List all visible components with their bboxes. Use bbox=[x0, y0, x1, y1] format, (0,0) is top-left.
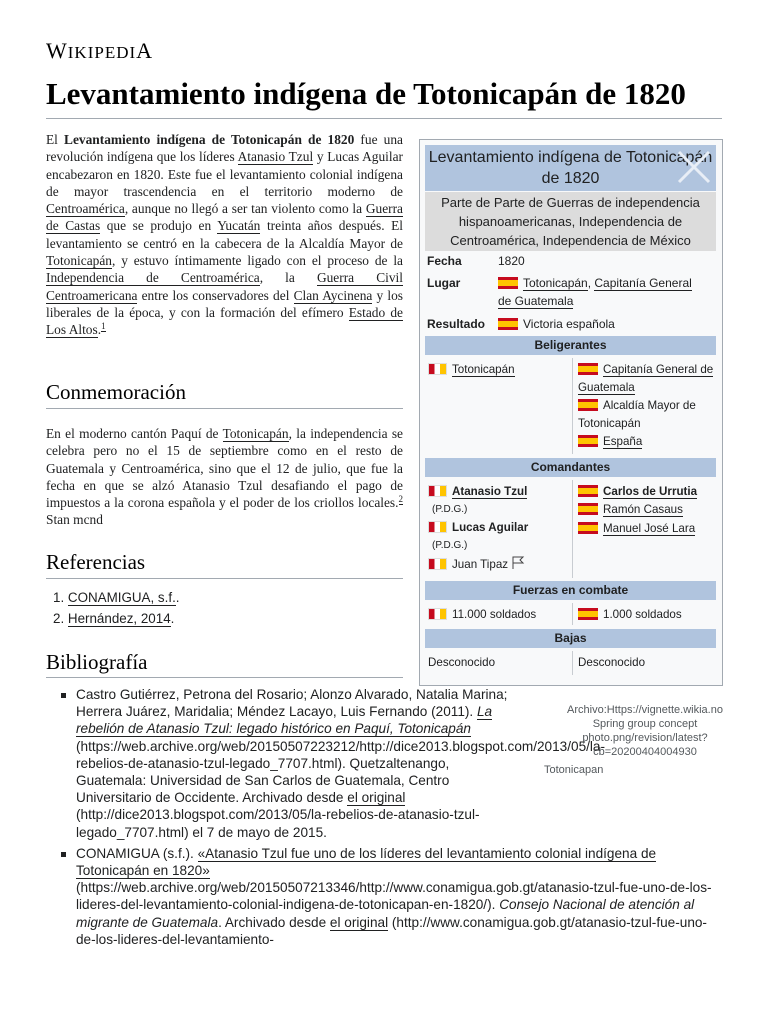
section-beligerantes: Beligerantes bbox=[425, 336, 716, 355]
beligerante-left bbox=[428, 361, 515, 379]
totonicapan-flag-icon bbox=[428, 608, 447, 620]
heading-bibliografia: Bibliografía bbox=[46, 650, 148, 674]
comandante-left-2: Lucas Aguilar bbox=[428, 519, 528, 537]
fuerzas-right: 1.000 soldados bbox=[578, 606, 682, 624]
spain-flag-icon bbox=[578, 435, 598, 447]
resultado-value: Victoria española bbox=[498, 315, 615, 333]
crossed-swords-icon bbox=[675, 148, 713, 186]
bib-original-link[interactable]: el original bbox=[329, 914, 389, 930]
infobox bbox=[419, 139, 723, 686]
bib-title-link[interactable]: «Atanasio Tzul fue uno de los líderes del levantamiento colonial indígena de Totonicapán en 1820» bbox=[76, 845, 657, 879]
totonicapan-flag-icon bbox=[428, 558, 447, 570]
bajas-left: Desconocido bbox=[428, 656, 496, 669]
link-independencia-centroamerica[interactable]: Independencia de Centroamérica bbox=[46, 270, 260, 286]
reference-link[interactable]: CONAMIGUA, s.f. bbox=[67, 590, 176, 605]
link-estado-de-los-altos[interactable]: Estado de Los Altos bbox=[46, 304, 403, 338]
spain-flag-icon bbox=[498, 318, 518, 330]
bibliography-item: Castro Gutiérrez, Petrona del Rosario; Alonzo Alvarado, Natalia Marina; Herrera Juárez, Maridalia; Méndez Lacayo, Luis Fernando (2011). La rebelión de Atanasio Tzul: legado histórico en Paquí, Totonicapán (https://web.archive.org/web/20150507223212/http://dice2013.blogspot.com/2013/05/la-rebelios-de-atanasio-tzul-legado_7707.html). Quetzaltenango, Guatemala: Universidad de San Carlos de Guatemala, Centro Universitario de Occidente. Archivado desde el original (http://dice2013.blogspot.com/2013/05/la-rebelios-de-atanasio-tzul-legado_7707.html) el 7 de mayo de 2015. bbox=[58, 686, 516, 841]
section-divider bbox=[46, 677, 403, 678]
references-list bbox=[46, 588, 410, 629]
link-totonicapan[interactable]: Totonicapán bbox=[46, 253, 112, 269]
fuerzas-left: 11.000 soldados bbox=[428, 606, 536, 624]
page-title: Levantamiento indígena de Totonicapán de 1820 bbox=[46, 76, 686, 111]
link-manuel-jose-lara[interactable]: Manuel José Lara bbox=[603, 522, 696, 535]
image-label: Totonicapan bbox=[544, 764, 604, 776]
totonicapan-flag-icon bbox=[428, 485, 447, 497]
section-fuerzas: Fuerzas en combate bbox=[425, 581, 716, 600]
link-totonicapan-infobox[interactable]: Totonicapán bbox=[523, 276, 588, 290]
reference-item: 1. CONAMIGUA, s.f.. bbox=[53, 590, 180, 605]
fecha-label: Fecha bbox=[427, 254, 462, 268]
lead-paragraph: El Levantamiento indígena de Totonicapán de 1820 fue una revolución indígena que los líderes Atanasio Tzul y Lucas Aguilar encabezaron en 1820. Este fue el levantamiento colonial indígena de mayor trascendencia en el territorio moderno de Centroamérica, aunque no llegó a ser tan violento como la Guerra de Castas que se produjo en Yucatán treinta años después. El levantamiento se centró en la cabecera de la Alcaldía Mayor de Totonicapán, y estuvo íntimamente ligado con el proceso de la Independencia de Centroamérica, la Guerra Civil Centroamericana entre los conservadores del Clan Aycinena y los liberales de la época, y con la formación del efímero Estado de Los Altos.$^1$ bbox=[46, 132, 404, 338]
spain-flag-icon bbox=[578, 503, 598, 515]
totonicapan-flag-icon bbox=[428, 521, 447, 533]
totonicapan-flag-icon bbox=[428, 363, 447, 375]
resultado-label: Resultado bbox=[427, 317, 486, 331]
link-guerra-civil-centroamericana[interactable]: Guerra Civil Centroamericana bbox=[46, 270, 403, 303]
link-capitania[interactable]: Capitanía General de Guatemala bbox=[578, 363, 714, 394]
section-divider bbox=[46, 578, 403, 579]
link-atanasio-tzul[interactable]: Atanasio Tzul bbox=[237, 149, 314, 165]
infobox-subtitle: Parte de Parte de Guerras de independencia hispanoamericanas, Independencia de Centroamérica, Independencia de México bbox=[425, 192, 716, 251]
link-capitania-general[interactable]: Capitanía General de Guatemala bbox=[498, 276, 692, 308]
wikipedia-wordmark[interactable]: WIKIPEDIA bbox=[46, 38, 154, 63]
column-divider bbox=[572, 480, 573, 578]
title-divider bbox=[46, 118, 722, 119]
spain-flag-icon bbox=[578, 399, 598, 411]
lugar-label: Lugar bbox=[427, 276, 461, 290]
comandante-note: (P.D.G.) bbox=[432, 504, 468, 515]
heading-conmemoracion: Conmemoración bbox=[46, 380, 186, 404]
beligerante-right-2: Alcaldía Mayor de Totonicapán bbox=[578, 399, 696, 430]
section-bajas: Bajas bbox=[425, 629, 716, 648]
bib-title-link[interactable]: La rebelión de Atanasio Tzul: legado histórico en Paquí, Totonicapán bbox=[76, 704, 493, 737]
link-espana[interactable]: España bbox=[603, 435, 643, 448]
comandante-right-2 bbox=[578, 501, 683, 519]
comandante-note: (P.D.G.) bbox=[432, 540, 468, 551]
reference-link[interactable]: Hernández, 2014 bbox=[67, 610, 171, 626]
spain-flag-icon bbox=[578, 608, 598, 620]
conmemoracion-paragraph: En el moderno cantón Paquí de Totonicapán, la independencia se celebra pero no el 15 de septiembre como en el resto de Guatemala y Centroamérica, sino que el 12 de julio, que fue la fecha en que se alzó Atanasio Tzul desafiando el pago de impuestos a la corona española y el poder de los criollos locales.$^2$ Stan mcnd bbox=[46, 426, 403, 528]
link-carlos-urrutia[interactable]: Carlos de Urrutia bbox=[603, 485, 698, 498]
bibliography-item: CONAMIGUA (s.f.). «Atanasio Tzul fue uno de los líderes del levantamiento colonial indígena de Totonicapán en 1820» (https://web.archive.org/web/20150507213346/http://www.conamigua.gob.gt/atanasio-tzul-fue-uno-de-los-lideres-del-levantamiento-colonial-indigena-de-totonicapan-en-1820/). Consejo Nacional de atención al migrante de Guatemala. Archivado desde el original (http://www.conamigua.gob.gt/atanasio-tzul-fue-uno-de-los-lideres-del-levantamiento- bbox=[58, 845, 722, 948]
comandante-right-3 bbox=[578, 520, 695, 538]
heading-referencias: Referencias bbox=[46, 550, 146, 574]
link-ramon-casaus[interactable]: Ramón Casaus bbox=[603, 503, 683, 516]
link-atanasio[interactable]: Atanasio Tzul bbox=[452, 485, 528, 498]
column-divider bbox=[572, 603, 573, 625]
spain-flag-icon bbox=[578, 363, 598, 375]
comandante-right-1 bbox=[578, 483, 697, 501]
comandante-left-3: Juan Tipaz bbox=[428, 556, 525, 574]
image-caption[interactable]: Archivo:Https://vignette.wikia.no Spring group concept photo.png/revision/latest? cb=20200404004930 bbox=[567, 704, 723, 758]
column-divider bbox=[572, 358, 573, 454]
link-yucatan[interactable]: Yucatán bbox=[217, 218, 261, 234]
spain-flag-icon bbox=[578, 522, 598, 534]
beligerante-right-1 bbox=[578, 361, 716, 397]
reference-item: 2. Hernández, 2014. bbox=[53, 610, 175, 626]
beligerante-right-3 bbox=[578, 433, 642, 451]
footnote-1[interactable]: 1 bbox=[101, 320, 106, 331]
column-divider bbox=[572, 651, 573, 675]
white-flag-icon bbox=[511, 556, 525, 570]
spain-flag-icon bbox=[578, 485, 598, 497]
link-totonicapan-2[interactable]: Totonicapán bbox=[222, 426, 289, 441]
spain-flag-icon bbox=[498, 277, 518, 289]
bib-original-link[interactable]: el original bbox=[347, 790, 406, 806]
section-comandantes: Comandantes bbox=[425, 458, 716, 477]
infobox-title: Levantamiento indígena de Totonicapán de 1820 bbox=[425, 145, 716, 191]
link-centroamerica[interactable]: Centroamérica bbox=[46, 201, 125, 217]
fecha-value: 1820 bbox=[498, 254, 525, 268]
link-guerra-de-castas[interactable]: Guerra de Castas bbox=[46, 201, 403, 234]
section-divider bbox=[46, 408, 403, 409]
bajas-right: Desconocido bbox=[578, 656, 646, 669]
link-clan-aycinena[interactable]: Clan Aycinena bbox=[293, 287, 373, 303]
comandante-left-1 bbox=[428, 483, 527, 501]
link-totonicapan-bel[interactable]: Totonicapán bbox=[452, 363, 515, 376]
footnote-2[interactable]: 2 bbox=[398, 493, 403, 504]
lugar-value: Totonicapán, Capitanía General de Guatemala bbox=[498, 276, 692, 308]
